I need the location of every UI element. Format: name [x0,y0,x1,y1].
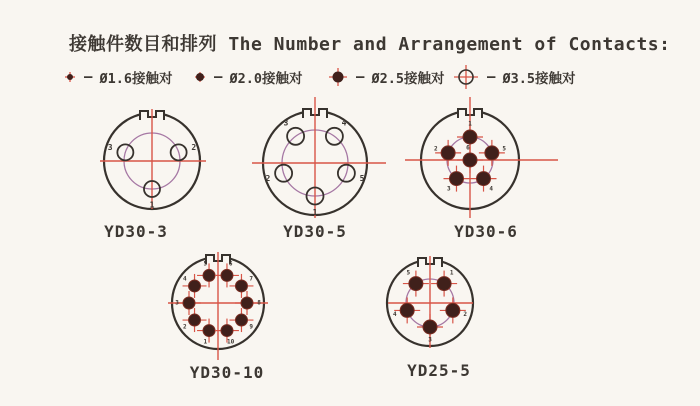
pin-number: 8 [257,299,261,307]
pin-1 [431,270,457,297]
pin-6 [457,145,483,173]
pin-1 [457,121,483,151]
connector-yd30-3 [100,109,206,210]
pin-number: 4 [183,275,187,283]
legend-dash: — [214,69,223,85]
connector-yd30-10 [168,252,268,360]
pin-number: 3 [175,299,179,307]
pin-number: 4 [341,118,347,128]
pin-2 [266,165,293,183]
pin-number: 1 [149,200,155,210]
pin-number: 3 [107,142,113,152]
pin-number: 2 [191,142,197,152]
pin-4 [326,118,347,144]
pin-3 [417,314,443,344]
legend-dash: — [84,69,93,85]
pin-number: 5 [502,145,507,153]
pin-number: 5 [203,260,208,268]
pin-2 [171,143,197,160]
pin-number: 2 [463,310,468,318]
connector-label-yd30-10: YD30-10 [189,363,265,382]
pin-number: 1 [312,208,318,217]
pin-number: 5 [359,173,365,183]
pin-3 [283,118,304,144]
pin-number: 3 [428,336,432,344]
pin-5 [403,270,429,297]
pin-number: 7 [249,275,253,283]
pin-4 [393,297,420,323]
legend-label: Ø3.5接触对 [502,71,576,87]
page-title: 接触件数目和排列 The Number and Arrangement of Contacts: [69,34,671,55]
pin-number: 1 [203,338,208,346]
pin-3 [443,166,469,193]
pin-number: 9 [249,323,253,331]
pin-2 [434,140,461,166]
connector-label-yd25-5: YD25-5 [407,361,471,380]
pin-4 [471,166,497,193]
pin-number: 2 [265,173,271,183]
pin-number: 3 [283,118,289,128]
pin-number: 1 [449,269,454,277]
pin-3 [175,291,201,315]
pin-number: 6 [466,144,470,152]
pin-number: 3 [447,185,451,193]
pin-number: 1 [468,120,472,128]
pin-number: 6 [228,260,233,268]
connector-label-yd30-3: YD30-3 [104,222,168,241]
legend-dash: — [487,69,496,85]
legend-label: Ø2.5接触对 [371,71,445,87]
pin-number: 10 [227,338,235,346]
connector-label-yd30-5: YD30-5 [283,222,347,241]
pin-5 [338,165,365,183]
connector-label-yd30-6: YD30-6 [454,222,518,241]
legend-label: Ø2.0接触对 [229,71,303,87]
pin-number: 5 [406,269,411,277]
pin-8 [235,291,261,315]
connector-yd30-6 [405,97,558,218]
pin-number: 4 [489,185,493,193]
connector-yd25-5 [387,256,473,348]
pin-number: 2 [183,323,187,331]
pin-3 [108,143,134,160]
pin-number: 4 [392,310,397,318]
pin-number: 2 [433,145,438,153]
legend-label: Ø1.6接触对 [99,71,173,87]
connector-yd30-5 [252,97,386,218]
legend-dash: — [356,69,365,85]
